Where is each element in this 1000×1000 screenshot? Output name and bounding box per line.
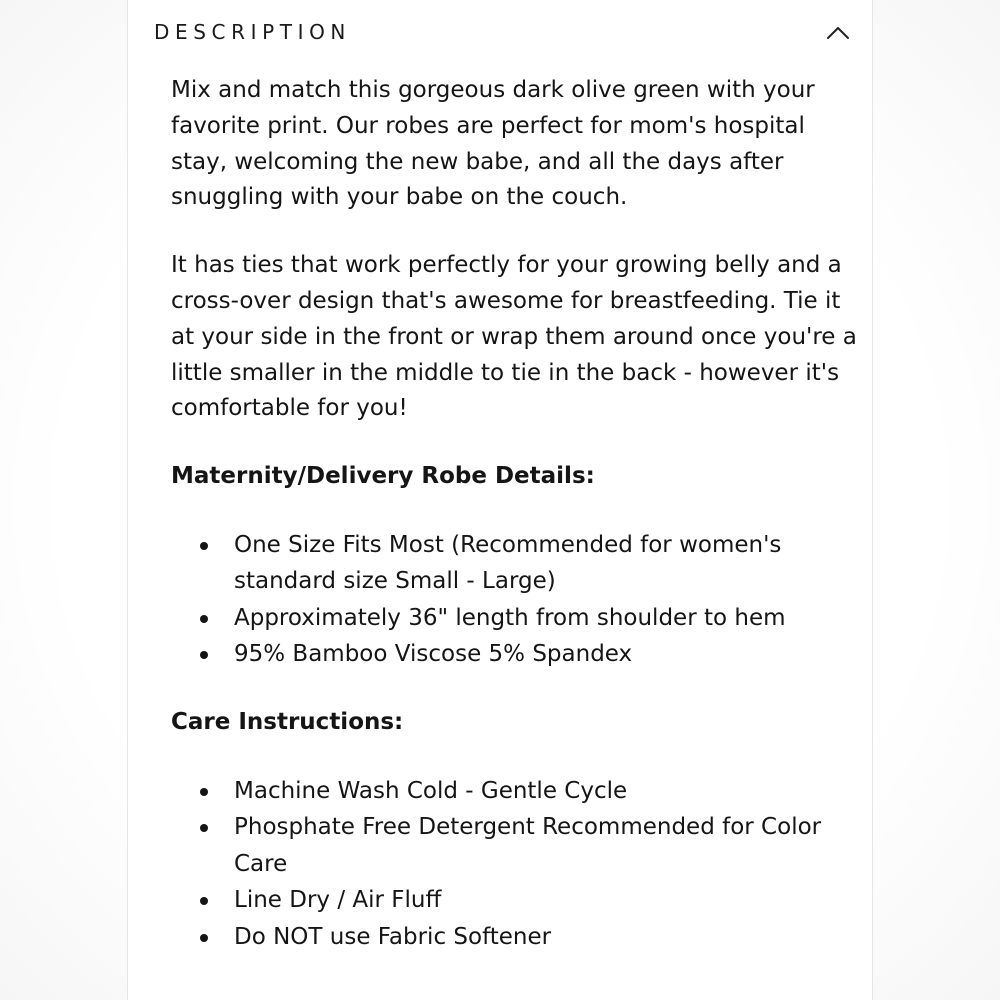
- details-list-item: [234, 600, 861, 637]
- care-heading: Care Instructions:: [171, 708, 404, 735]
- care-list: [171, 773, 861, 956]
- care-item-text: Machine Wash Cold - Gentle Cycle: [234, 777, 628, 804]
- care-list-item: [234, 882, 861, 919]
- bullet-icon: [200, 542, 208, 550]
- bullet-icon: [200, 788, 208, 796]
- care-item-text: Line Dry / Air Fluff: [234, 887, 442, 914]
- description-accordion-toggle[interactable]: [128, 14, 871, 54]
- care-list-item: [234, 809, 861, 882]
- description-content: [171, 73, 861, 987]
- care-item-text: Phosphate Free Detergent Recommended for Color Care: [234, 814, 822, 877]
- bullet-icon: [200, 897, 208, 905]
- details-item-text: One Size Fits Most (Recommended for women's standard size Small - Large): [234, 531, 782, 595]
- description-paragraph-1: Mix and match this gorgeous dark olive green with your favorite print. Our robes are perfect for mom's hospital stay, welcoming the new babe, and all the days after snuggling with your babe on the couch.: [171, 77, 815, 211]
- details-list-item: [234, 527, 861, 600]
- chevron-up-icon[interactable]: [825, 22, 851, 44]
- details-list: [171, 527, 861, 673]
- bullet-icon: [200, 615, 208, 623]
- description-title: DESCRIPTION: [154, 20, 351, 44]
- details-list-item: [234, 636, 861, 673]
- bullet-icon: [200, 934, 208, 942]
- care-item-text: Do NOT use Fabric Softener: [234, 923, 552, 950]
- details-item-text: 95% Bamboo Viscose 5% Spandex: [234, 641, 633, 668]
- bullet-icon: [200, 824, 208, 832]
- care-list-item: [234, 919, 861, 956]
- details-heading: Maternity/Delivery Robe Details:: [171, 463, 595, 490]
- description-panel: [127, 0, 873, 1000]
- description-paragraph-2: It has ties that work perfectly for your growing belly and a cross-over design that's awesome for breastfeeding. Tie it at your side in the front or wrap them around once you're a little smaller in the middle to tie in the back - however it's comfortable for you!: [171, 252, 857, 422]
- care-list-item: [234, 773, 861, 810]
- details-item-text: Approximately 36" length from shoulder to hem: [234, 604, 786, 631]
- bullet-icon: [200, 651, 208, 659]
